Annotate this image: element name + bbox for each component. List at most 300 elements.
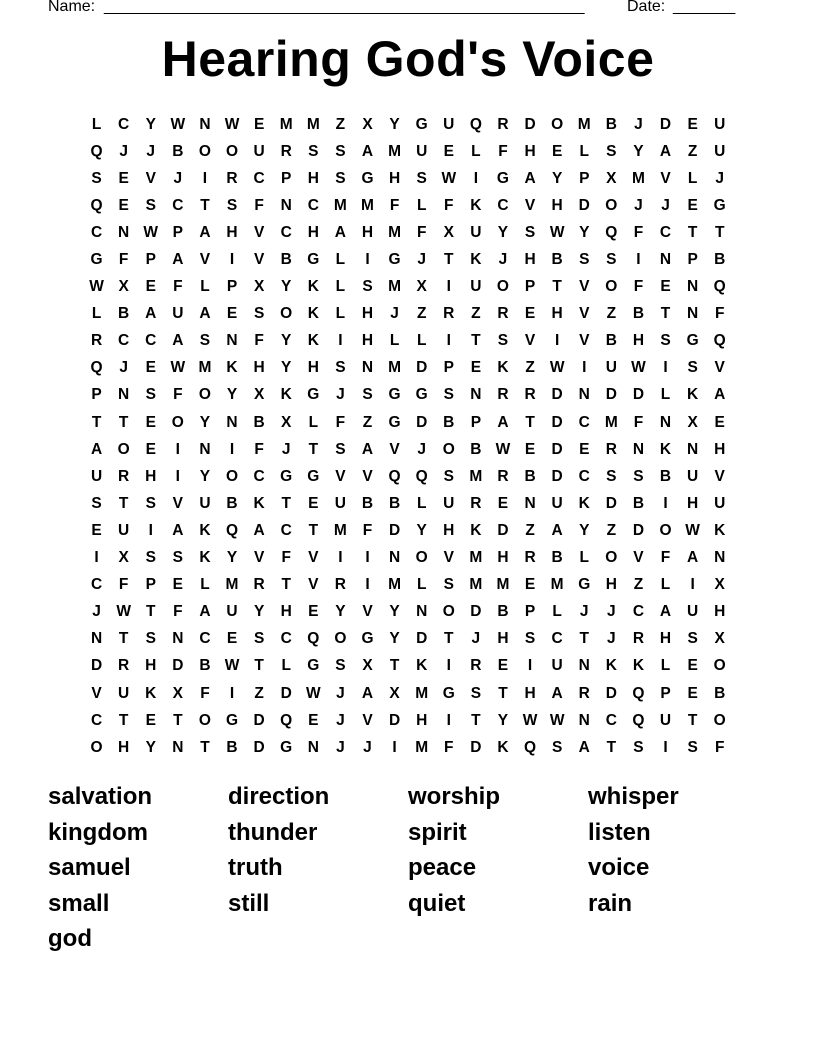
grid-cell[interactable]: T (444, 630, 454, 648)
grid-cell[interactable]: E (524, 576, 536, 594)
grid-cell[interactable]: T (118, 630, 129, 648)
grid-cell[interactable]: B (361, 494, 374, 512)
grid-cell[interactable]: F (498, 142, 508, 160)
grid-cell[interactable]: W (305, 684, 321, 702)
grid-cell[interactable]: J (281, 440, 291, 458)
grid-cell[interactable]: V (362, 603, 373, 621)
grid-cell[interactable]: I (365, 549, 370, 567)
grid-cell[interactable]: L (660, 576, 671, 594)
grid-cell[interactable]: X (389, 684, 400, 702)
grid-cell[interactable]: U (172, 305, 184, 323)
grid-cell[interactable]: I (690, 576, 695, 594)
grid-cell[interactable]: B (659, 467, 672, 485)
grid-cell[interactable]: C (90, 223, 103, 241)
grid-cell[interactable]: E (470, 359, 482, 377)
grid-cell[interactable]: D (524, 115, 536, 133)
grid-cell[interactable]: C (253, 169, 265, 187)
grid-cell[interactable]: G (307, 467, 320, 485)
grid-cell[interactable]: T (281, 494, 291, 512)
grid-cell[interactable]: O (280, 305, 293, 323)
grid-cell[interactable]: K (659, 440, 672, 458)
grid-cell[interactable]: Z (254, 684, 264, 702)
grid-cell[interactable]: E (145, 413, 156, 431)
grid-cell[interactable]: H (118, 738, 130, 756)
grid-cell[interactable]: O (198, 142, 211, 160)
grid-cell[interactable]: T (308, 521, 319, 539)
grid-cell[interactable]: J (634, 115, 643, 133)
grid-cell[interactable]: U (118, 684, 130, 702)
grid-cell[interactable]: C (497, 196, 509, 214)
grid-cell[interactable]: E (497, 494, 509, 512)
grid-cell[interactable]: V (524, 332, 536, 350)
grid-cell[interactable]: H (361, 305, 374, 323)
grid-cell[interactable]: Z (416, 305, 427, 323)
grid-cell[interactable]: L (660, 386, 671, 404)
grid-cell[interactable]: V (91, 684, 102, 702)
grid-cell[interactable]: S (633, 467, 644, 485)
grid-cell[interactable]: W (549, 711, 565, 729)
grid-cell[interactable]: I (148, 521, 153, 539)
grid-cell[interactable]: D (416, 630, 428, 648)
grid-cell[interactable]: T (173, 711, 183, 729)
grid-cell[interactable]: M (577, 115, 591, 133)
grid-cell[interactable]: X (362, 115, 373, 133)
grid-cell[interactable]: T (660, 305, 671, 323)
grid-cell[interactable]: K (253, 494, 265, 512)
grid-cell[interactable]: X (606, 169, 617, 187)
grid-cell[interactable]: E (145, 711, 156, 729)
grid-cell[interactable]: E (497, 657, 509, 675)
grid-cell[interactable]: S (362, 386, 373, 404)
grid-cell[interactable]: L (552, 603, 562, 621)
grid-cell[interactable]: E (308, 603, 319, 621)
grid-cell[interactable]: Z (606, 305, 617, 323)
grid-cell[interactable]: W (170, 115, 186, 133)
grid-cell[interactable]: K (307, 332, 319, 350)
grid-cell[interactable]: A (172, 332, 184, 350)
grid-cell[interactable]: I (446, 332, 451, 350)
grid-cell[interactable]: T (200, 196, 210, 214)
grid-cell[interactable]: Z (335, 115, 346, 133)
grid-cell[interactable]: U (551, 494, 563, 512)
grid-cell[interactable]: S (687, 738, 698, 756)
grid-cell[interactable]: W (441, 169, 457, 187)
grid-cell[interactable]: R (226, 169, 238, 187)
grid-cell[interactable]: I (473, 169, 479, 187)
grid-cell[interactable]: L (200, 576, 210, 594)
grid-cell[interactable]: R (497, 386, 509, 404)
grid-cell[interactable]: J (498, 251, 508, 269)
grid-cell[interactable]: N (524, 494, 536, 512)
grid-cell[interactable]: V (335, 467, 346, 485)
grid-cell[interactable]: O (442, 440, 455, 458)
grid-cell[interactable]: U (199, 494, 211, 512)
grid-cell[interactable]: W (143, 223, 159, 241)
grid-cell[interactable]: I (229, 251, 235, 269)
grid-cell[interactable]: M (388, 223, 402, 241)
grid-cell[interactable]: G (686, 332, 699, 350)
grid-cell[interactable]: Y (281, 332, 292, 350)
grid-cell[interactable]: H (361, 332, 374, 350)
grid-cell[interactable]: N (226, 332, 238, 350)
grid-cell[interactable]: B (714, 251, 726, 269)
grid-cell[interactable]: H (524, 251, 536, 269)
grid-cell[interactable]: B (172, 142, 184, 160)
grid-cell[interactable]: F (173, 278, 183, 296)
grid-cell[interactable]: H (632, 332, 645, 350)
grid-cell[interactable]: T (254, 657, 264, 675)
grid-cell[interactable]: Q (415, 467, 428, 485)
grid-cell[interactable]: Y (199, 467, 211, 485)
grid-cell[interactable]: J (336, 684, 345, 702)
grid-cell[interactable]: P (687, 251, 698, 269)
grid-cell[interactable]: P (524, 278, 536, 296)
grid-cell[interactable]: X (362, 657, 373, 675)
grid-cell[interactable]: A (199, 305, 211, 323)
grid-cell[interactable]: T (118, 494, 129, 512)
grid-cell[interactable]: B (524, 467, 536, 485)
grid-cell[interactable]: A (172, 251, 184, 269)
grid-cell[interactable]: H (253, 359, 265, 377)
grid-cell[interactable]: N (416, 603, 428, 621)
grid-cell[interactable]: J (173, 169, 183, 187)
grid-cell[interactable]: K (199, 549, 211, 567)
grid-cell[interactable]: Y (551, 169, 563, 187)
grid-cell[interactable]: N (687, 278, 699, 296)
grid-cell[interactable]: Y (199, 413, 211, 431)
grid-cell[interactable]: Y (226, 386, 238, 404)
grid-cell[interactable]: U (687, 467, 699, 485)
grid-cell[interactable]: H (416, 711, 428, 729)
grid-cell[interactable]: H (497, 630, 509, 648)
grid-cell[interactable]: H (307, 169, 319, 187)
grid-cell[interactable]: J (363, 738, 372, 756)
grid-cell[interactable]: D (172, 657, 184, 675)
grid-cell[interactable]: I (446, 278, 451, 296)
grid-cell[interactable]: S (606, 142, 617, 160)
grid-cell[interactable]: V (714, 359, 725, 377)
grid-cell[interactable]: S (335, 142, 346, 160)
grid-cell[interactable]: K (307, 305, 319, 323)
grid-cell[interactable]: B (551, 549, 563, 567)
grid-cell[interactable]: T (308, 440, 319, 458)
grid-cell[interactable]: N (470, 386, 482, 404)
grid-cell[interactable]: T (444, 251, 454, 269)
grid-cell[interactable]: B (470, 440, 482, 458)
grid-cell[interactable]: N (172, 630, 184, 648)
grid-cell[interactable]: E (687, 196, 698, 214)
grid-cell[interactable]: R (497, 115, 509, 133)
grid-cell[interactable]: V (362, 467, 373, 485)
grid-cell[interactable]: G (388, 386, 401, 404)
grid-cell[interactable]: E (579, 440, 590, 458)
grid-cell[interactable]: S (335, 440, 346, 458)
grid-cell[interactable]: S (470, 684, 482, 702)
grid-cell[interactable]: S (687, 630, 698, 648)
grid-cell[interactable]: L (200, 278, 210, 296)
grid-cell[interactable]: X (118, 549, 129, 567)
grid-cell[interactable]: Q (280, 711, 293, 729)
grid-cell[interactable]: G (388, 251, 401, 269)
grid-cell[interactable]: W (89, 278, 104, 296)
grid-cell[interactable]: E (687, 684, 698, 702)
grid-cell[interactable]: B (497, 603, 509, 621)
grid-cell[interactable]: N (280, 196, 292, 214)
grid-cell[interactable]: B (280, 251, 292, 269)
grid-cell[interactable]: S (633, 738, 644, 756)
grid-cell[interactable]: N (578, 386, 590, 404)
grid-cell[interactable]: D (605, 494, 617, 512)
grid-cell[interactable]: Y (253, 603, 265, 621)
grid-cell[interactable]: B (605, 115, 617, 133)
grid-cell[interactable]: D (90, 657, 103, 675)
grid-cell[interactable]: L (335, 251, 346, 269)
grid-cell[interactable]: I (527, 657, 533, 675)
grid-cell[interactable]: Q (713, 278, 726, 296)
grid-cell[interactable]: K (497, 738, 509, 756)
grid-cell[interactable]: T (118, 413, 129, 431)
grid-cell[interactable]: L (416, 332, 427, 350)
grid-cell[interactable]: U (470, 223, 482, 241)
grid-cell[interactable]: E (524, 305, 536, 323)
grid-cell[interactable]: Q (388, 467, 401, 485)
grid-cell[interactable]: S (308, 142, 319, 160)
grid-cell[interactable]: Z (633, 576, 644, 594)
grid-cell[interactable]: Q (469, 115, 482, 133)
grid-cell[interactable]: X (687, 413, 698, 431)
grid-cell[interactable]: D (253, 711, 265, 729)
grid-cell[interactable]: Z (687, 142, 698, 160)
grid-cell[interactable]: A (551, 521, 563, 539)
grid-cell[interactable]: V (443, 549, 454, 567)
grid-cell[interactable]: B (443, 413, 455, 431)
grid-cell[interactable]: S (91, 169, 102, 187)
grid-cell[interactable]: B (632, 494, 645, 512)
grid-cell[interactable]: S (145, 549, 156, 567)
grid-cell[interactable]: N (118, 386, 130, 404)
grid-cell[interactable]: W (549, 359, 565, 377)
grid-cell[interactable]: Q (524, 738, 537, 756)
grid-cell[interactable]: Q (225, 521, 239, 539)
grid-cell[interactable]: C (551, 630, 563, 648)
grid-cell[interactable]: N (118, 223, 130, 241)
grid-cell[interactable]: O (713, 657, 726, 675)
grid-cell[interactable]: O (198, 711, 211, 729)
grid-cell[interactable]: D (551, 413, 563, 431)
grid-cell[interactable]: F (254, 332, 264, 350)
grid-cell[interactable]: H (659, 630, 672, 648)
grid-cell[interactable]: P (470, 413, 482, 431)
grid-cell[interactable]: E (145, 440, 156, 458)
grid-cell[interactable]: Y (281, 359, 292, 377)
grid-cell[interactable]: S (524, 630, 536, 648)
grid-cell[interactable]: I (554, 332, 560, 350)
grid-cell[interactable]: U (416, 142, 428, 160)
grid-cell[interactable]: Y (226, 549, 238, 567)
grid-cell[interactable]: S (579, 251, 590, 269)
grid-cell[interactable]: G (280, 738, 293, 756)
grid-cell[interactable]: Y (633, 142, 644, 160)
grid-cell[interactable]: F (118, 576, 129, 594)
grid-cell[interactable]: H (714, 440, 726, 458)
grid-cell[interactable]: F (254, 440, 264, 458)
grid-cell[interactable]: L (416, 494, 427, 512)
grid-cell[interactable]: L (389, 332, 400, 350)
grid-cell[interactable]: C (659, 223, 672, 241)
grid-cell[interactable]: K (226, 359, 238, 377)
grid-cell[interactable]: J (634, 196, 643, 214)
grid-cell[interactable]: D (551, 440, 563, 458)
grid-cell[interactable]: S (335, 657, 346, 675)
grid-cell[interactable]: W (224, 657, 240, 675)
grid-cell[interactable]: U (470, 278, 482, 296)
grid-cell[interactable]: C (118, 115, 130, 133)
grid-cell[interactable]: T (281, 576, 291, 594)
grid-cell[interactable]: A (659, 142, 672, 160)
grid-cell[interactable]: M (225, 576, 239, 594)
grid-cell[interactable]: G (713, 196, 726, 214)
grid-cell[interactable]: N (226, 413, 238, 431)
grid-cell[interactable]: V (308, 549, 319, 567)
grid-cell[interactable]: D (659, 115, 672, 133)
grid-cell[interactable]: J (417, 251, 426, 269)
grid-cell[interactable]: P (579, 169, 590, 187)
grid-cell[interactable]: F (200, 684, 210, 702)
grid-cell[interactable]: L (471, 142, 481, 160)
grid-cell[interactable]: J (607, 603, 616, 621)
grid-cell[interactable]: A (145, 305, 157, 323)
grid-cell[interactable]: I (175, 467, 180, 485)
grid-cell[interactable]: O (496, 278, 509, 296)
grid-cell[interactable]: J (119, 142, 128, 160)
grid-cell[interactable]: Y (497, 223, 509, 241)
grid-cell[interactable]: L (416, 196, 427, 214)
grid-cell[interactable]: W (549, 223, 565, 241)
grid-cell[interactable]: M (469, 467, 483, 485)
grid-cell[interactable]: E (226, 630, 238, 648)
grid-cell[interactable]: X (253, 278, 265, 296)
grid-cell[interactable]: J (336, 386, 345, 404)
grid-cell[interactable]: U (443, 115, 455, 133)
grid-cell[interactable]: U (118, 521, 130, 539)
grid-cell[interactable]: W (631, 359, 646, 377)
grid-cell[interactable]: O (198, 386, 211, 404)
grid-cell[interactable]: V (579, 332, 590, 350)
grid-cell[interactable]: C (307, 196, 319, 214)
grid-cell[interactable]: F (118, 251, 129, 269)
grid-cell[interactable]: Y (335, 603, 346, 621)
grid-cell[interactable]: Z (471, 305, 481, 323)
grid-cell[interactable]: Q (713, 332, 726, 350)
grid-cell[interactable]: E (226, 305, 238, 323)
grid-cell[interactable]: L (91, 305, 102, 323)
grid-cell[interactable]: X (281, 413, 292, 431)
grid-cell[interactable]: Y (579, 223, 590, 241)
grid-cell[interactable]: J (336, 711, 345, 729)
grid-cell[interactable]: O (442, 603, 455, 621)
grid-cell[interactable]: O (171, 413, 184, 431)
grid-cell[interactable]: H (687, 494, 699, 512)
grid-cell[interactable]: L (660, 657, 671, 675)
grid-cell[interactable]: K (687, 386, 699, 404)
grid-cell[interactable]: R (578, 684, 590, 702)
grid-cell[interactable]: D (578, 196, 590, 214)
grid-cell[interactable]: I (663, 738, 668, 756)
grid-cell[interactable]: N (632, 440, 645, 458)
grid-cell[interactable]: V (579, 278, 590, 296)
grid-cell[interactable]: I (94, 549, 99, 567)
grid-cell[interactable]: J (715, 169, 725, 187)
grid-cell[interactable]: F (281, 549, 291, 567)
grid-cell[interactable]: G (361, 169, 374, 187)
grid-cell[interactable]: K (470, 521, 482, 539)
grid-cell[interactable]: Q (632, 684, 645, 702)
grid-cell[interactable]: V (524, 196, 536, 214)
grid-cell[interactable]: V (253, 251, 265, 269)
grid-cell[interactable]: T (200, 738, 210, 756)
grid-cell[interactable]: O (659, 521, 672, 539)
grid-cell[interactable]: Q (605, 223, 618, 241)
grid-cell[interactable]: M (333, 521, 347, 539)
grid-cell[interactable]: F (714, 738, 725, 756)
grid-cell[interactable]: H (280, 603, 292, 621)
grid-cell[interactable]: X (443, 223, 454, 241)
grid-cell[interactable]: Y (416, 521, 427, 539)
grid-cell[interactable]: K (280, 386, 292, 404)
grid-cell[interactable]: R (632, 630, 645, 648)
grid-cell[interactable]: N (199, 115, 211, 133)
grid-cell[interactable]: E (172, 576, 183, 594)
grid-cell[interactable]: M (550, 576, 564, 594)
grid-cell[interactable]: C (280, 521, 292, 539)
grid-cell[interactable]: H (497, 549, 509, 567)
grid-cell[interactable]: B (253, 413, 265, 431)
grid-cell[interactable]: Y (579, 521, 590, 539)
grid-cell[interactable]: W (116, 603, 131, 621)
grid-cell[interactable]: G (307, 386, 320, 404)
grid-cell[interactable]: F (633, 223, 644, 241)
grid-cell[interactable]: S (145, 196, 156, 214)
grid-cell[interactable]: I (338, 332, 343, 350)
grid-cell[interactable]: S (335, 359, 346, 377)
grid-cell[interactable]: M (198, 359, 212, 377)
grid-cell[interactable]: W (224, 115, 240, 133)
grid-cell[interactable]: V (714, 467, 725, 485)
grid-cell[interactable]: U (605, 359, 617, 377)
grid-cell[interactable]: F (173, 386, 183, 404)
grid-cell[interactable]: S (524, 223, 536, 241)
grid-cell[interactable]: O (605, 278, 618, 296)
grid-cell[interactable]: F (633, 278, 644, 296)
grid-cell[interactable]: V (199, 251, 211, 269)
grid-cell[interactable]: W (522, 711, 538, 729)
grid-cell[interactable]: X (714, 630, 725, 648)
grid-cell[interactable]: M (469, 576, 483, 594)
grid-cell[interactable]: L (579, 549, 589, 567)
grid-cell[interactable]: T (471, 332, 481, 350)
grid-cell[interactable]: F (633, 413, 644, 431)
grid-cell[interactable]: C (145, 332, 157, 350)
grid-cell[interactable]: V (389, 440, 400, 458)
grid-cell[interactable]: N (199, 440, 211, 458)
grid-cell[interactable]: A (687, 549, 699, 567)
grid-cell[interactable]: T (579, 630, 589, 648)
grid-cell[interactable]: E (253, 115, 265, 133)
grid-cell[interactable]: C (280, 630, 292, 648)
grid-cell[interactable]: I (446, 657, 451, 675)
grid-cell[interactable]: T (146, 603, 156, 621)
grid-cell[interactable]: G (361, 630, 374, 648)
